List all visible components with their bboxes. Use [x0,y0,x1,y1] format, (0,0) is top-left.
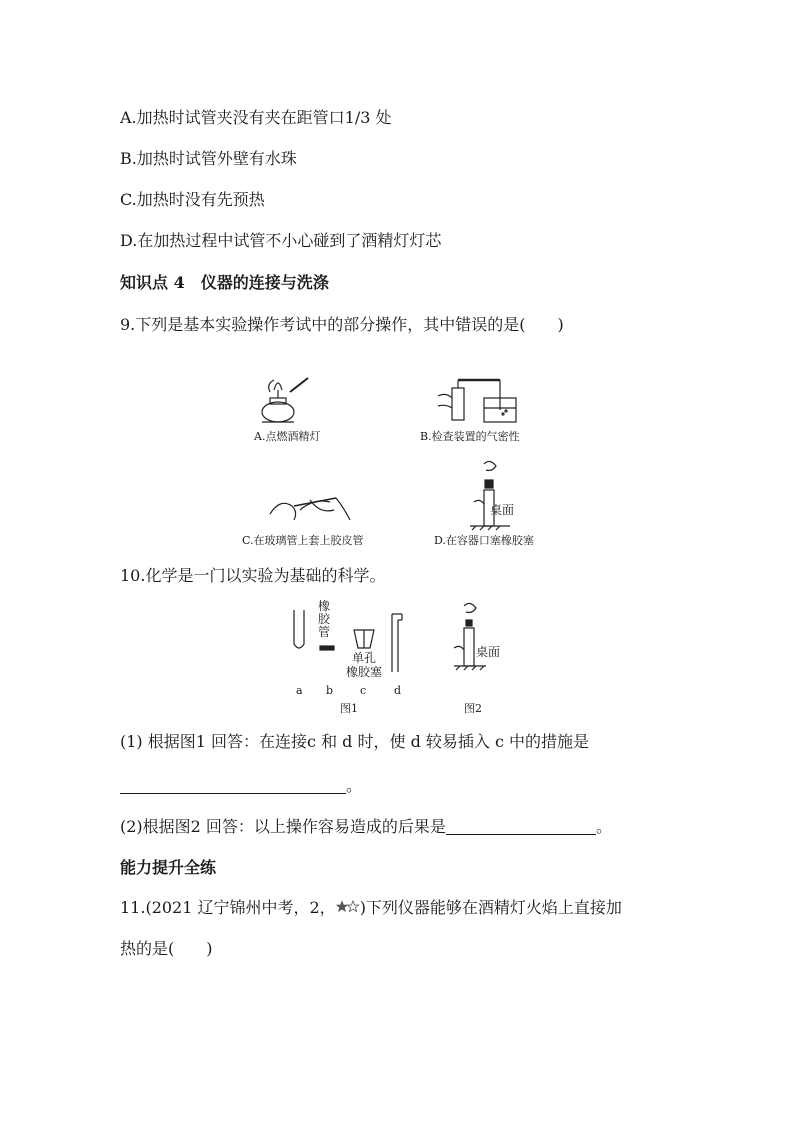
figure-d-stopper [430,458,570,550]
figure-1 [286,600,416,718]
label-c: c [360,684,367,697]
airtightness-drawing [418,376,558,426]
sub2-period: 。 [595,817,612,836]
caption-c: C.在玻璃管上套上胶皮管 [242,534,364,547]
option-d: D.在加热过程中试管不小心碰到了酒精灯灯芯 [120,231,442,250]
answer-blank-1[interactable] [120,777,346,794]
figure-b-airtightness [418,376,558,442]
label-d: d [394,684,402,697]
question-11-stem [120,898,622,918]
q11-part1: 11.(2021 辽宁锦州中考，2， [120,898,336,917]
tube-connect-drawing [240,484,380,534]
question-11-stem-line2: 热的是( ) [120,939,213,958]
sub2-text: (2)根据图2 回答：以上操作容易造成的后果是 [120,817,446,836]
caption-a: A.点燃酒精灯 [254,430,321,443]
question-9-stem: 9.下列是基本实验操作考试中的部分操作，其中错误的是( ) [120,315,564,334]
stopper-label-1: 单孔 [352,651,377,665]
alcohol-lamp-drawing [240,372,340,432]
question-10-sub2 [120,817,612,837]
option-c: C.加热时没有先预热 [120,190,265,209]
figure-c-tube-connect [240,484,380,550]
figure-2-caption: 图2 [464,702,482,715]
caption-d: D.在容器口塞橡胶塞 [434,534,534,547]
option-a: A.加热时试管夹没有夹在距管口1/3 处 [120,108,392,127]
figure-1-caption: 图1 [340,702,358,715]
caption-b: B.检查装置的气密性 [420,430,520,443]
section2-heading: 能力提升全练 [120,858,217,877]
difficulty-stars-icon [336,900,360,914]
rubber-tube-label: 橡胶管 [318,599,331,639]
answer-blank-2[interactable] [446,818,596,835]
question-10-sub1-blank-line [120,776,362,796]
desk-label-9: 桌面 [490,503,515,517]
q11-part2: )下列仪器能够在酒精灯火焰上直接加 [359,898,622,917]
figure-2-apparatus [446,600,526,680]
figure-a-alcohol-lamp [240,372,340,442]
desk-label-10: 桌面 [476,645,501,659]
sub1-period: 。 [346,776,363,795]
figure-2 [446,600,526,718]
stopper-drawing [430,458,570,533]
section-heading: 知识点 4 仪器的连接与洗涤 [120,273,329,292]
question-10-sub1: (1) 根据图1 回答：在连接c 和 d 时，使 d 较易插入 c 中的措施是 [120,732,590,751]
label-a: a [296,684,303,697]
option-b: B.加热时试管外壁有水珠 [120,149,297,168]
label-b: b [326,684,334,697]
stopper-label-2: 橡胶塞 [346,665,383,679]
question-10-stem: 10.化学是一门以实验为基础的科学。 [120,566,386,585]
